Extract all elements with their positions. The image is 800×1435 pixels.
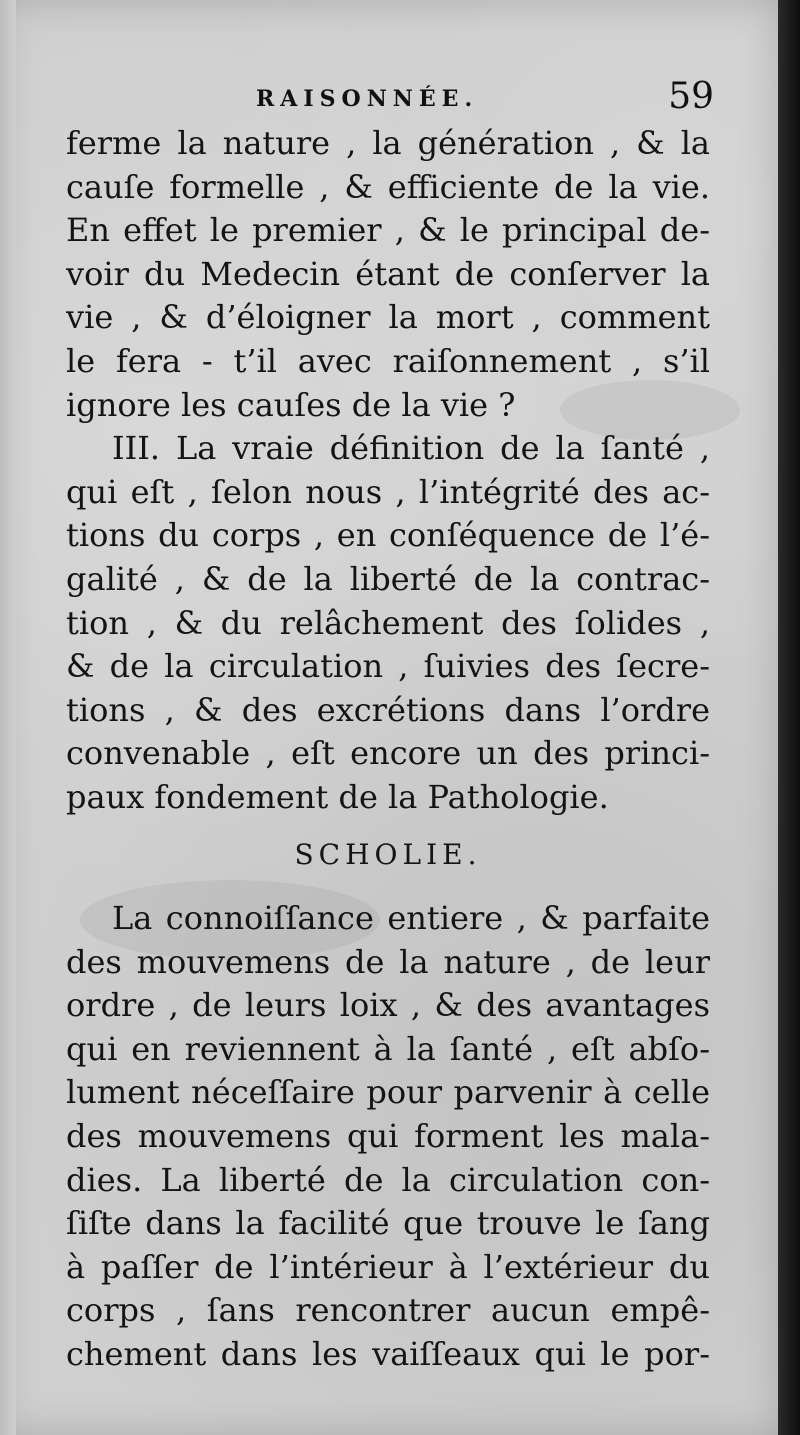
section-heading: SCHOLIE. [294, 838, 482, 871]
page-gutter-shadow [0, 0, 16, 1435]
text-line: chement dans les vaiſſeaux qui le por- [66, 1334, 710, 1373]
running-head [66, 76, 714, 120]
text-line: ferme la nature , la génération , & la [66, 124, 710, 162]
text-line: tions , & des excrétions dans l’ordre [66, 690, 710, 729]
text-line: galité , & de la liberté de la contrac- [66, 559, 710, 598]
page-number: 59 [668, 76, 714, 117]
text-line: des mouvemens qui forment les mala- [66, 1116, 710, 1155]
text-line: III. La vraie définition de la ſanté , [112, 429, 710, 468]
text-line: qui en reviennent à la ſanté , eſt abſo- [66, 1029, 710, 1068]
book-edge-shadow [778, 0, 800, 1435]
main-text-block [66, 122, 710, 820]
text-line: dies. La liberté de la circulation con- [66, 1160, 710, 1199]
paragraph-3 [66, 897, 710, 1377]
paragraph-2 [66, 427, 710, 819]
scholie-text-block [66, 897, 710, 1377]
text-line: En effet le premier , & le principal de- [66, 211, 710, 250]
text-line: paux fondement de la Pathologie. [66, 777, 609, 816]
text-line: tions du corps , en conſéquence de l’é- [66, 516, 710, 555]
text-line: & de la circulation , ſuivies des ſecre- [66, 647, 710, 686]
text-line: ordre , de leurs loix , & des avantages [66, 986, 710, 1025]
text-line: La connoiſſance entiere , & parfaite [112, 899, 710, 937]
text-line: des mouvemens de la nature , de leur [66, 942, 710, 981]
text-line: cauſe formelle , & efficiente de la vie. [66, 167, 710, 206]
text-line: ignore les cauſes de la vie ? [66, 385, 516, 424]
text-line: vie , & d’éloigner la mort , comment [66, 298, 710, 337]
text-line: ſiſte dans la facilité que trouve le ſang [66, 1204, 710, 1243]
text-line: qui eſt , ſelon nous , l’intégrité des ac- [66, 472, 710, 511]
text-line: le fera - t’il avec raiſonnement , s’il [66, 341, 710, 380]
paragraph-1 [66, 122, 710, 427]
text-line: à paſſer de l’intérieur à l’extérieur du [66, 1247, 710, 1286]
text-line: tion , & du relâchement des ſolides , [66, 603, 710, 642]
text-line: lument néceſſaire pour parvenir à celle [66, 1073, 710, 1112]
text-line: convenable , eſt encore un des princi- [66, 734, 710, 773]
text-line: voir du Medecin étant de conſerver la [66, 254, 710, 293]
running-head-title: RAISONNÉE. [256, 86, 479, 112]
text-line: corps , ſans rencontrer aucun empê- [66, 1291, 710, 1330]
